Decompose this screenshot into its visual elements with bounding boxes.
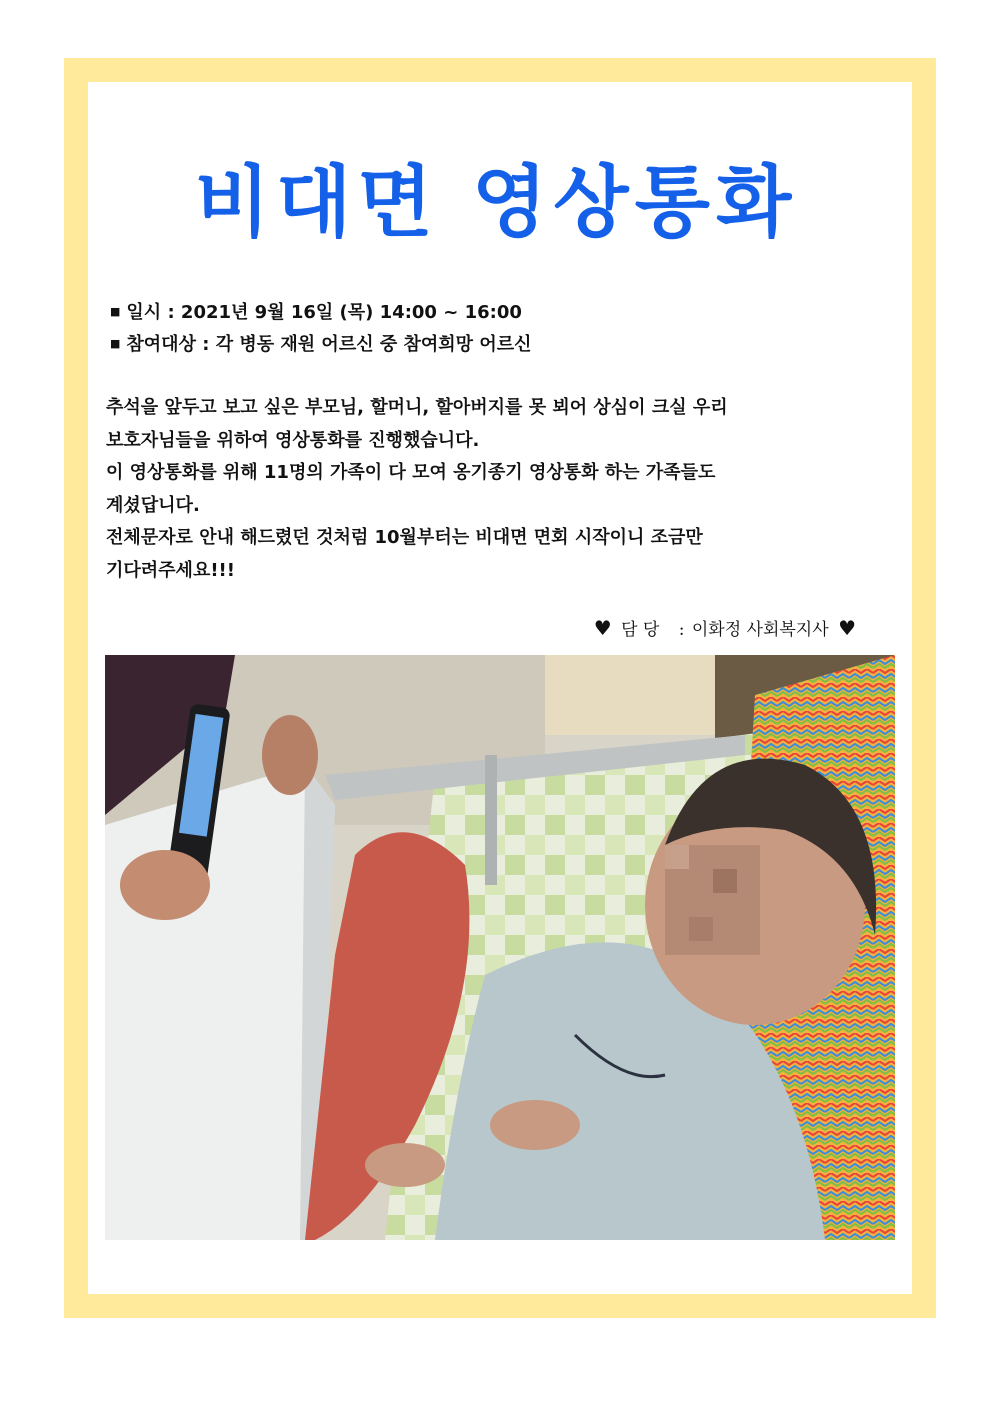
- heart-icon: ♥: [838, 616, 856, 640]
- info-date-line: [110, 298, 522, 324]
- body-line: 계셨답니다.: [106, 494, 200, 516]
- body-line: 이 영상통화를 위해 11명의 가족이 다 모여 옹기종기 영상통화 하는 가족들도: [106, 462, 716, 483]
- body-line: 추석을 앞두고 보고 싶은 부모님, 할머니, 할아버지를 못 뵈어 상심이 크실 우리: [106, 397, 728, 418]
- video-call-photo: [105, 655, 895, 1240]
- body-line: 보호자님들을 위하여 영상통화를 진행했습니다.: [106, 429, 480, 451]
- info-target-line: [110, 330, 532, 356]
- manager-credit: [594, 615, 856, 640]
- body-paragraph: [106, 392, 866, 587]
- date-text: 일시 : 2021년 9월 16일 (목) 14:00 ~ 16:00: [126, 302, 522, 323]
- manager-name: 이화정 사회복지사: [691, 620, 829, 640]
- bullet-icon: ■: [110, 337, 121, 350]
- body-line: 전체문자로 안내 해드렸던 것처럼 10월부터는 비대면 면회 시작이니 조금만: [106, 527, 703, 548]
- page-title: 비대면 영상통화: [194, 158, 798, 248]
- manager-separator: :: [678, 620, 685, 640]
- bullet-icon: ■: [110, 305, 121, 318]
- heart-icon: ♥: [593, 616, 612, 640]
- manager-label: 담 당: [621, 620, 660, 640]
- body-line: 기다려주세요!!!: [106, 559, 235, 581]
- target-text: 참여대상 : 각 병동 재원 어르신 중 참여희망 어르신: [126, 334, 532, 355]
